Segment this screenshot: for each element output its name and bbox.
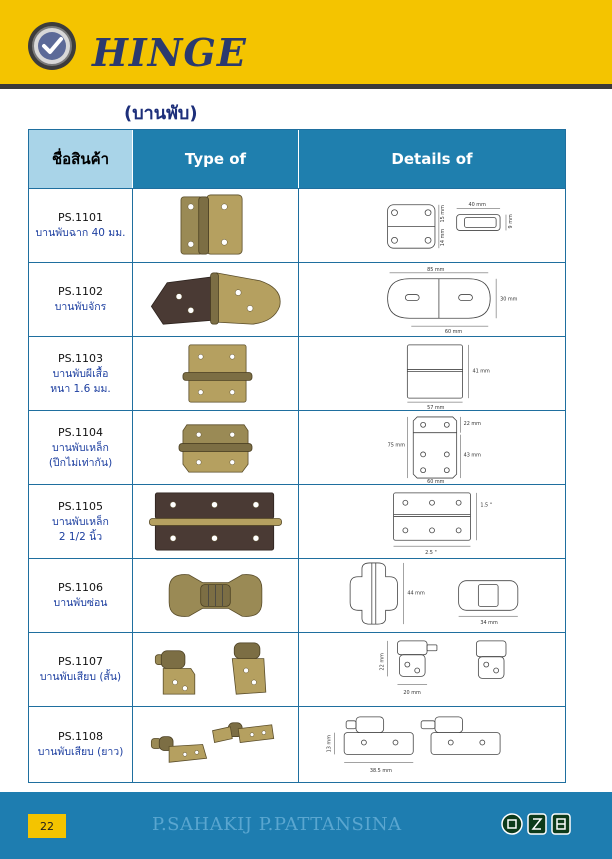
company-names: P.SAHAKIJ P.PATTANSINA: [152, 814, 402, 835]
table-row: [29, 558, 565, 632]
dim-label: 44 mm: [407, 590, 425, 597]
product-name-cell: [29, 559, 133, 632]
dim-label: 2.5 ": [425, 550, 437, 557]
dim-label: 60 mm: [444, 329, 463, 336]
product-name-cell: [29, 633, 133, 706]
product-code: PS.1105: [57, 499, 104, 513]
dim-label: 85 mm: [427, 266, 445, 273]
product-photo: [133, 485, 299, 558]
product-code: PS.1103: [57, 351, 104, 365]
drawing-ps1105: [299, 485, 565, 558]
product-photo: [133, 337, 299, 410]
column-header-name: ชื่อสินค้า: [29, 130, 133, 188]
long-lift-off-hinge-photo: [133, 707, 298, 782]
table-row: [29, 632, 565, 706]
product-name: บานพับฉาก 40 มม.: [35, 227, 126, 239]
dim-label: 38.5 mm: [369, 768, 392, 775]
product-name: บานพับผีเสื้อ: [52, 367, 109, 380]
dim-label: 41 mm: [472, 368, 490, 375]
table-header: [29, 130, 565, 188]
product-name-detail: 2 1/2 นิ้ว: [58, 530, 103, 543]
technical-drawing: [299, 189, 565, 262]
drawing-ps1106: [299, 559, 565, 632]
drawing-ps1103: [299, 337, 565, 410]
product-name-detail: (ปีกไม่เท่ากัน): [48, 456, 113, 469]
technical-drawing: [299, 485, 565, 558]
table-row: [29, 188, 565, 262]
concealed-hinge-photo: [133, 559, 298, 632]
dim-label: 30 mm: [500, 296, 518, 303]
dim-label: 20 mm: [403, 690, 421, 697]
drawing-ps1101: [299, 189, 565, 262]
product-photo: [133, 189, 299, 262]
column-header-details: Details of: [299, 130, 565, 188]
product-name-detail: หนา 1.6 มม.: [50, 382, 111, 395]
product-code: PS.1101: [57, 211, 104, 224]
technical-drawing: [299, 411, 565, 484]
dim-label: 60 mm: [427, 479, 445, 484]
drawing-ps1102: [299, 263, 565, 336]
product-code: PS.1107: [57, 655, 104, 668]
column-header-type: Type of: [133, 130, 299, 188]
dim-label: 22 mm: [379, 653, 386, 671]
dim-label: 75 mm: [387, 442, 406, 449]
technical-drawing: [299, 633, 565, 706]
product-photo: [133, 707, 299, 782]
product-name: บานพับเสียบ (สั้น): [39, 671, 122, 683]
dim-label: 57 mm: [427, 405, 445, 410]
dim-label: 15 mm: [439, 205, 446, 223]
product-name: บานพับจักร: [54, 301, 107, 313]
butterfly-hinge-photo: [133, 337, 298, 410]
page-title: HINGE: [92, 30, 247, 75]
product-name-cell: [29, 337, 133, 410]
technical-drawing: [299, 559, 565, 632]
product-code: PS.1104: [57, 425, 104, 439]
drawing-ps1107: [299, 633, 565, 706]
table-row: [29, 336, 565, 410]
product-photo: [133, 263, 299, 336]
page-number: 22: [28, 814, 66, 838]
product-photo: [133, 559, 299, 632]
table-row: [29, 484, 565, 558]
angle-hinge-photo: [133, 189, 298, 262]
product-name: บานพับเสียบ (ยาว): [37, 746, 124, 758]
dim-label: 9 mm: [507, 214, 514, 229]
dim-label: 14 mm: [439, 228, 446, 247]
dim-label: 22 mm: [463, 420, 481, 427]
drawing-ps1104: [299, 411, 565, 484]
unequal-steel-hinge-photo: [133, 411, 298, 484]
product-name-cell: [29, 263, 133, 336]
product-name: บานพับเหล็ก: [52, 515, 109, 528]
brand-logos-icon: [500, 812, 572, 838]
dim-label: 34 mm: [480, 620, 498, 627]
table-row: [29, 410, 565, 484]
short-lift-off-hinge-photo: [133, 633, 298, 706]
table-row: [29, 262, 565, 336]
technical-drawing: [299, 337, 565, 410]
dim-label: 13 mm: [326, 734, 333, 753]
product-name-cell: [29, 707, 133, 782]
product-photo: [133, 633, 299, 706]
product-code: PS.1106: [57, 581, 104, 594]
product-name-cell: [29, 189, 133, 262]
product-name: บานพับเหล็ก: [52, 441, 109, 454]
dim-label: 40 mm: [468, 201, 486, 208]
product-table: [28, 129, 566, 783]
product-name: บานพับซ่อน: [53, 597, 108, 609]
rounded-flap-hinge-photo: [133, 263, 298, 336]
technical-drawing: [299, 263, 565, 336]
product-code: PS.1108: [57, 730, 104, 743]
page-subtitle: (บานพับ): [124, 103, 198, 124]
technical-drawing: [299, 707, 565, 782]
product-photo: [133, 411, 299, 484]
dim-label: 43 mm: [463, 452, 481, 459]
product-name-cell: [29, 485, 133, 558]
product-code: PS.1102: [57, 285, 104, 298]
checkmark-ring-icon: [26, 20, 78, 72]
table-row: [29, 706, 565, 782]
header-divider: [0, 84, 612, 89]
steel-butt-hinge-photo: [133, 485, 298, 558]
product-name-cell: [29, 411, 133, 484]
dim-label: 1.5 ": [480, 502, 492, 509]
drawing-ps1108: [299, 707, 565, 782]
